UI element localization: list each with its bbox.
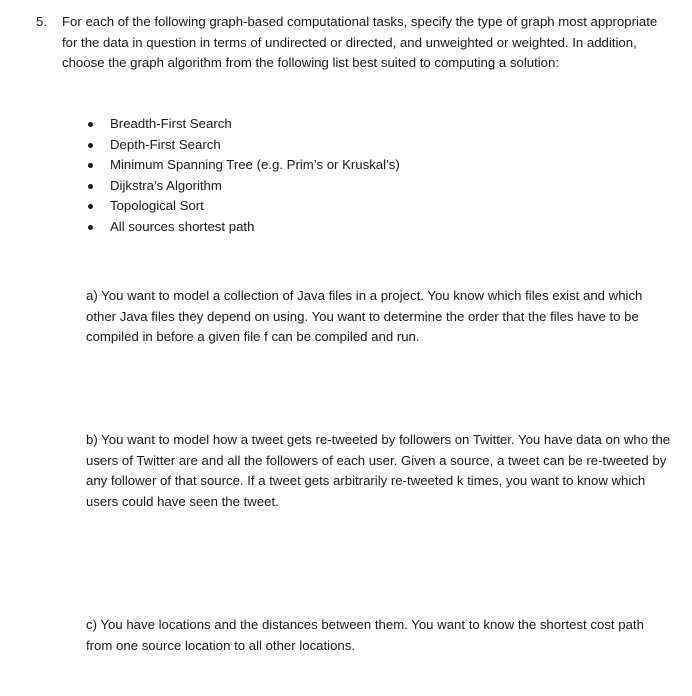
part-a-text: a) You want to model a collection of Java files in a project. You know which files exist and which other Java files they depend on using. You want to determine the order that the files have to be compiled in before a given file f can be compiled and run.	[86, 288, 643, 344]
bullet-icon	[88, 122, 93, 127]
option-label: Depth-First Search	[110, 136, 221, 152]
list-item	[84, 114, 400, 135]
question-intro: For each of the following graph-based computational tasks, specify the type of graph most appropriate for the data in question in terms of undirected or directed, and unweighted or weighted. In addition, choose the graph algorithm from the following list best suited to computing a solution:	[62, 14, 658, 70]
bullet-icon	[88, 163, 93, 168]
part-c-text: c) You have locations and the distances between them. You want to know the shortest cost path from one source location to all other locations.	[86, 617, 644, 653]
list-item	[84, 135, 400, 156]
bullet-icon	[88, 143, 93, 148]
bullet-icon	[88, 225, 93, 230]
algorithm-options-list	[84, 114, 400, 238]
bullet-icon	[88, 184, 93, 189]
list-item	[84, 176, 400, 197]
option-label: Topological Sort	[110, 198, 204, 214]
part-b-text: b) You want to model how a tweet gets re-tweeted by followers on Twitter. You have data on who the users of Twitter are and all the followers of each user. Given a source, a tweet can be re-tweeted by any follower of that source. If a tweet gets arbitrarily re-tweeted k times, you want to know which users could have seen the tweet.	[86, 432, 671, 509]
option-label: Breadth-First Search	[110, 116, 232, 131]
option-label: Dijkstra’s Algorithm	[110, 177, 222, 193]
question-number: 5.	[36, 14, 47, 29]
option-label: Minimum Spanning Tree (e.g. Prim’s or Kruskal’s)	[110, 157, 400, 173]
bullet-icon	[88, 204, 93, 209]
list-item	[84, 196, 400, 217]
list-item	[84, 155, 400, 176]
list-item	[84, 217, 400, 238]
option-label: All sources shortest path	[110, 218, 255, 234]
